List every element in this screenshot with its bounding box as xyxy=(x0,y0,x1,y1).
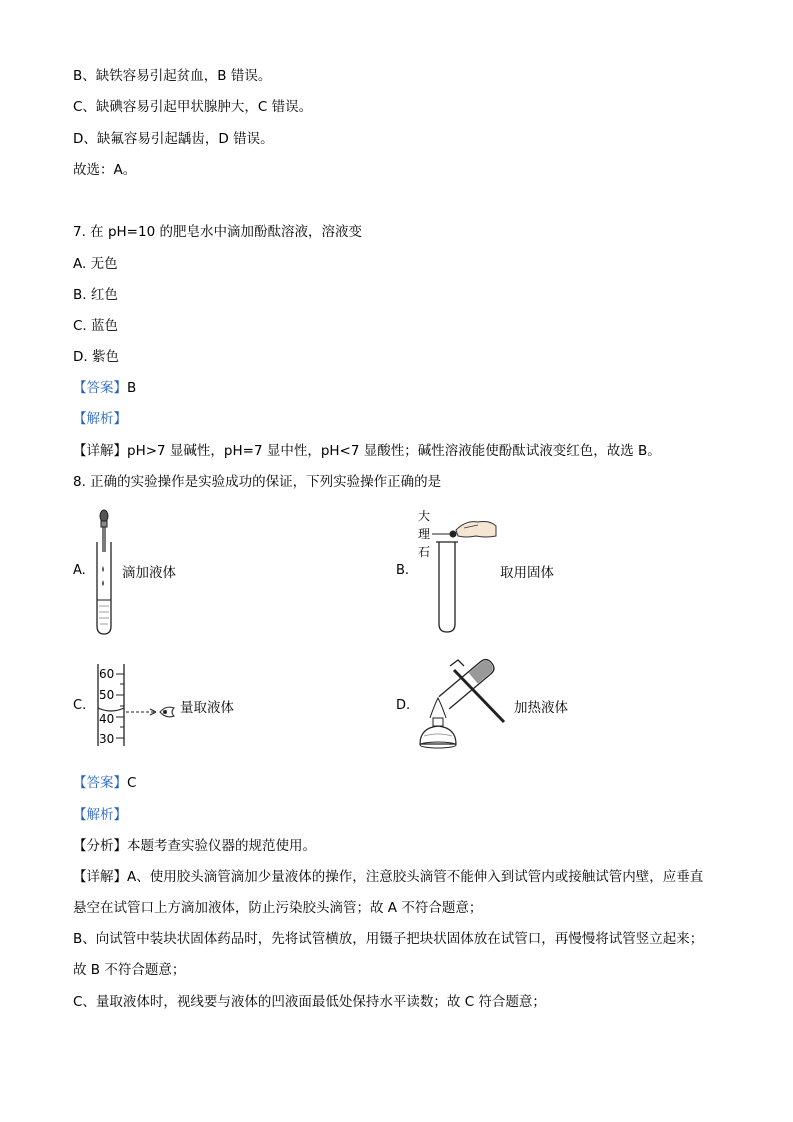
cylinder-tick-50: 50 xyxy=(99,688,115,702)
q8-option-c-caption: 量取液体 xyxy=(180,700,234,716)
q8-analysis-sub: 本题考查实验仪器的规范使用。 xyxy=(127,838,316,854)
q8-analysis-sub-row xyxy=(73,836,316,856)
q8-detail-tag: 【详解】 xyxy=(73,869,127,885)
q8-detail-line-2: 悬空在试管口上方滴加液体，防止污染胶头滴管；故 A 不符合题意； xyxy=(73,900,483,916)
q8-option-d-letter: D. xyxy=(396,698,411,713)
q8-option-a-caption: 滴加液体 xyxy=(122,565,176,581)
marble-label-2: 理 xyxy=(418,527,431,541)
q8-answer-row xyxy=(73,773,136,793)
q8-analysis-tag: 【解析】 xyxy=(73,807,127,823)
q8-detail-row-1 xyxy=(73,867,703,887)
q8-option-d-caption: 加热液体 xyxy=(514,700,568,716)
prev-choice: 故选：A。 xyxy=(73,162,137,178)
cylinder-tick-40: 40 xyxy=(99,712,115,726)
cylinder-tick-60: 60 xyxy=(99,667,115,681)
q8-option-a-letter: A. xyxy=(73,563,86,578)
q8-detail-line-5: C、量取液体时，视线要与液体的凹液面最低处保持水平读数；故 C 符合题意； xyxy=(73,994,546,1010)
q7-analysis-row xyxy=(73,409,127,429)
q8-analysis-sub-tag: 【分析】 xyxy=(73,838,127,854)
dropper-test-tube-figure xyxy=(90,508,120,636)
q8-analysis-row xyxy=(73,805,127,825)
q7-detail: pH>7 显碱性，pH=7 显中性，pH<7 显酸性；碱性溶液能使酚酞试液变红色，故选 B。 xyxy=(127,443,661,459)
q8-option-b-letter: B. xyxy=(396,563,410,578)
q7-option-b: B. 红色 xyxy=(73,287,118,303)
q8-detail-line-4: 故 B 不符合题意； xyxy=(73,962,186,978)
q7-answer: B xyxy=(127,380,137,396)
q7-answer-row xyxy=(73,378,136,398)
q7-option-d: D. 紫色 xyxy=(73,349,119,365)
q7-option-c: C. 蓝色 xyxy=(73,318,119,334)
q8-detail-line-1: A、使用胶头滴管滴加少量液体的操作，注意胶头滴管不能伸入到试管内或接触试管内壁，应垂直 xyxy=(127,869,704,885)
q7-detail-tag: 【详解】 xyxy=(73,443,127,459)
marble-label-3: 石 xyxy=(418,545,431,559)
q8-detail-line-3: B、向试管中装块状固体药品时，先将试管横放，用镊子把块状固体放在试管口，再慢慢将试管竖立起来； xyxy=(73,931,704,947)
q7-analysis-tag: 【解析】 xyxy=(73,411,127,427)
q7-option-a: A. 无色 xyxy=(73,256,118,272)
q8-stem: 8. 正确的实验操作是实验成功的保证，下列实验操作正确的是 xyxy=(73,474,442,490)
q8-answer-tag: 【答案】 xyxy=(73,775,127,791)
q7-answer-tag: 【答案】 xyxy=(73,380,127,396)
marble-test-tube-figure xyxy=(416,506,501,636)
q7-detail-row xyxy=(73,441,661,461)
marble-label-1: 大 xyxy=(418,509,431,523)
q8-option-b-caption: 取用固体 xyxy=(500,565,554,581)
prev-option-c-explanation: C、缺碘容易引起甲状腺肿大，C 错误。 xyxy=(73,99,313,115)
q7-stem: 7. 在 pH=10 的肥皂水中滴加酚酞溶液，溶液变 xyxy=(73,224,362,240)
graduated-cylinder-figure xyxy=(94,664,178,748)
cylinder-tick-30: 30 xyxy=(99,732,115,746)
prev-option-b-explanation: B、缺铁容易引起贫血，B 错误。 xyxy=(73,68,272,84)
q8-answer: C xyxy=(127,775,137,791)
prev-option-d-explanation: D、缺氟容易引起龋齿，D 错误。 xyxy=(73,131,274,147)
heating-test-tube-figure xyxy=(414,656,514,756)
q8-option-c-letter: C. xyxy=(73,698,87,713)
